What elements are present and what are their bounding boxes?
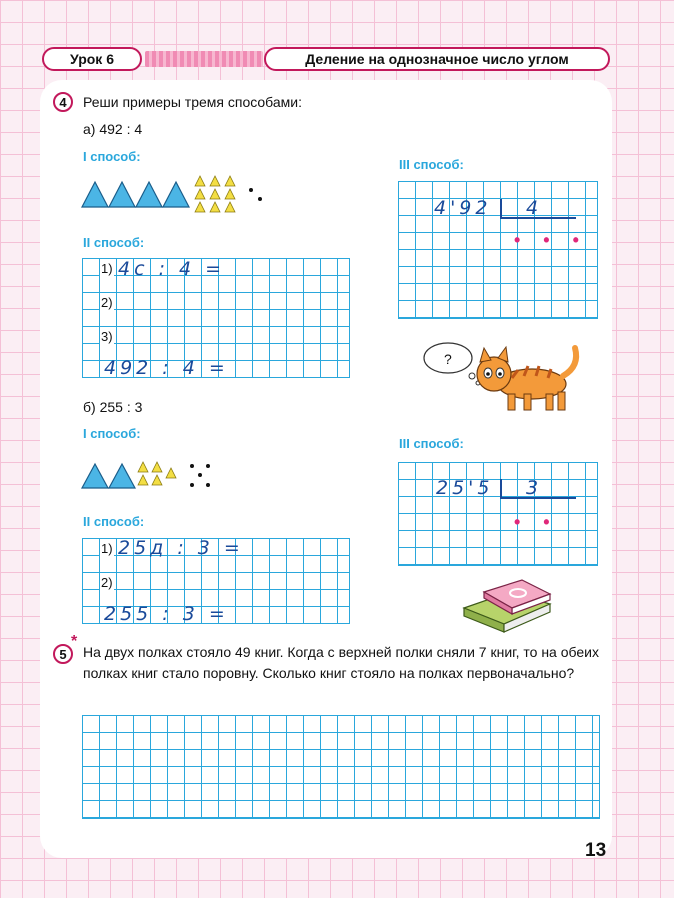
thought-bubble-question-mark: ? xyxy=(444,351,452,367)
example-a-step-1-handwriting: 4с : 4 = xyxy=(118,258,226,280)
example-b-column-divisor: 3 xyxy=(526,477,543,499)
example-a-step-3-label: 3) xyxy=(101,329,113,344)
task-5-answer-grid[interactable] xyxy=(82,715,600,819)
example-b-method-3-label: III способ: xyxy=(399,436,464,451)
example-b-step-2-label: 2) xyxy=(101,575,113,590)
big-triangle-icon xyxy=(136,182,162,207)
example-b-method-2-label: II способ: xyxy=(83,514,145,529)
books-illustration xyxy=(458,578,558,636)
example-b-step-1-label: 1) xyxy=(101,541,113,556)
lesson-label: Урок 6 xyxy=(42,47,142,71)
big-triangle-icon xyxy=(82,182,108,207)
example-a-label: а) 492 : 4 xyxy=(83,121,143,137)
task-5-problem-text: На двух полках стояло 49 книг. Когда с верхней полки сняли 7 книг, то на обеих полках книг стало поровну. Сколько книг стояло на полках первоначально? xyxy=(83,644,599,681)
example-a-triangles-illustration xyxy=(80,172,280,220)
example-a-step-1-label: 1) xyxy=(101,261,113,276)
example-b-method-3-grid[interactable] xyxy=(398,462,598,566)
cat-with-question-illustration xyxy=(420,336,585,418)
example-b-column-dividend: 25'5 xyxy=(436,477,494,499)
header-stripes-decoration xyxy=(145,51,263,67)
example-b-quotient-digit-dots: • • xyxy=(514,512,559,532)
example-b-step-1-handwriting: 25д : 3 = xyxy=(118,537,244,559)
division-corner-vertical-line xyxy=(500,199,502,219)
example-a-step-2-label: 2) xyxy=(101,295,113,310)
example-a-method-1-label: I способ: xyxy=(83,149,141,164)
example-b-method-1-label: I способ: xyxy=(83,426,141,441)
page-number: 13 xyxy=(585,840,607,861)
lesson-topic-title: Деление на однозначное число углом xyxy=(264,47,610,71)
task-4-instruction: Реши примеры тремя способами: xyxy=(83,94,302,110)
big-triangle-icon xyxy=(109,182,135,207)
example-b-label: б) 255 : 3 xyxy=(83,399,143,415)
task-4-number-badge: 4 xyxy=(53,92,73,112)
big-triangle-icon xyxy=(82,464,108,488)
example-a-column-dividend: 4'92 xyxy=(434,197,492,219)
division-corner-vertical-line xyxy=(500,479,502,499)
example-a-method-2-label: II способ: xyxy=(83,235,145,250)
big-triangle-icon xyxy=(109,464,135,488)
example-b-triangles-illustration xyxy=(80,458,220,494)
task-5-star-mark: * xyxy=(71,633,78,650)
big-triangle-icon xyxy=(163,182,189,207)
example-b-final-handwriting: 255 : 3 = xyxy=(104,603,229,625)
example-a-quotient-digit-dots: • • • xyxy=(514,230,588,250)
task-5-number-badge: 5 xyxy=(53,644,73,664)
example-a-method-3-label: III способ: xyxy=(399,157,464,172)
example-a-final-handwriting: 492 : 4 = xyxy=(104,357,229,379)
example-a-column-divisor: 4 xyxy=(526,197,543,219)
